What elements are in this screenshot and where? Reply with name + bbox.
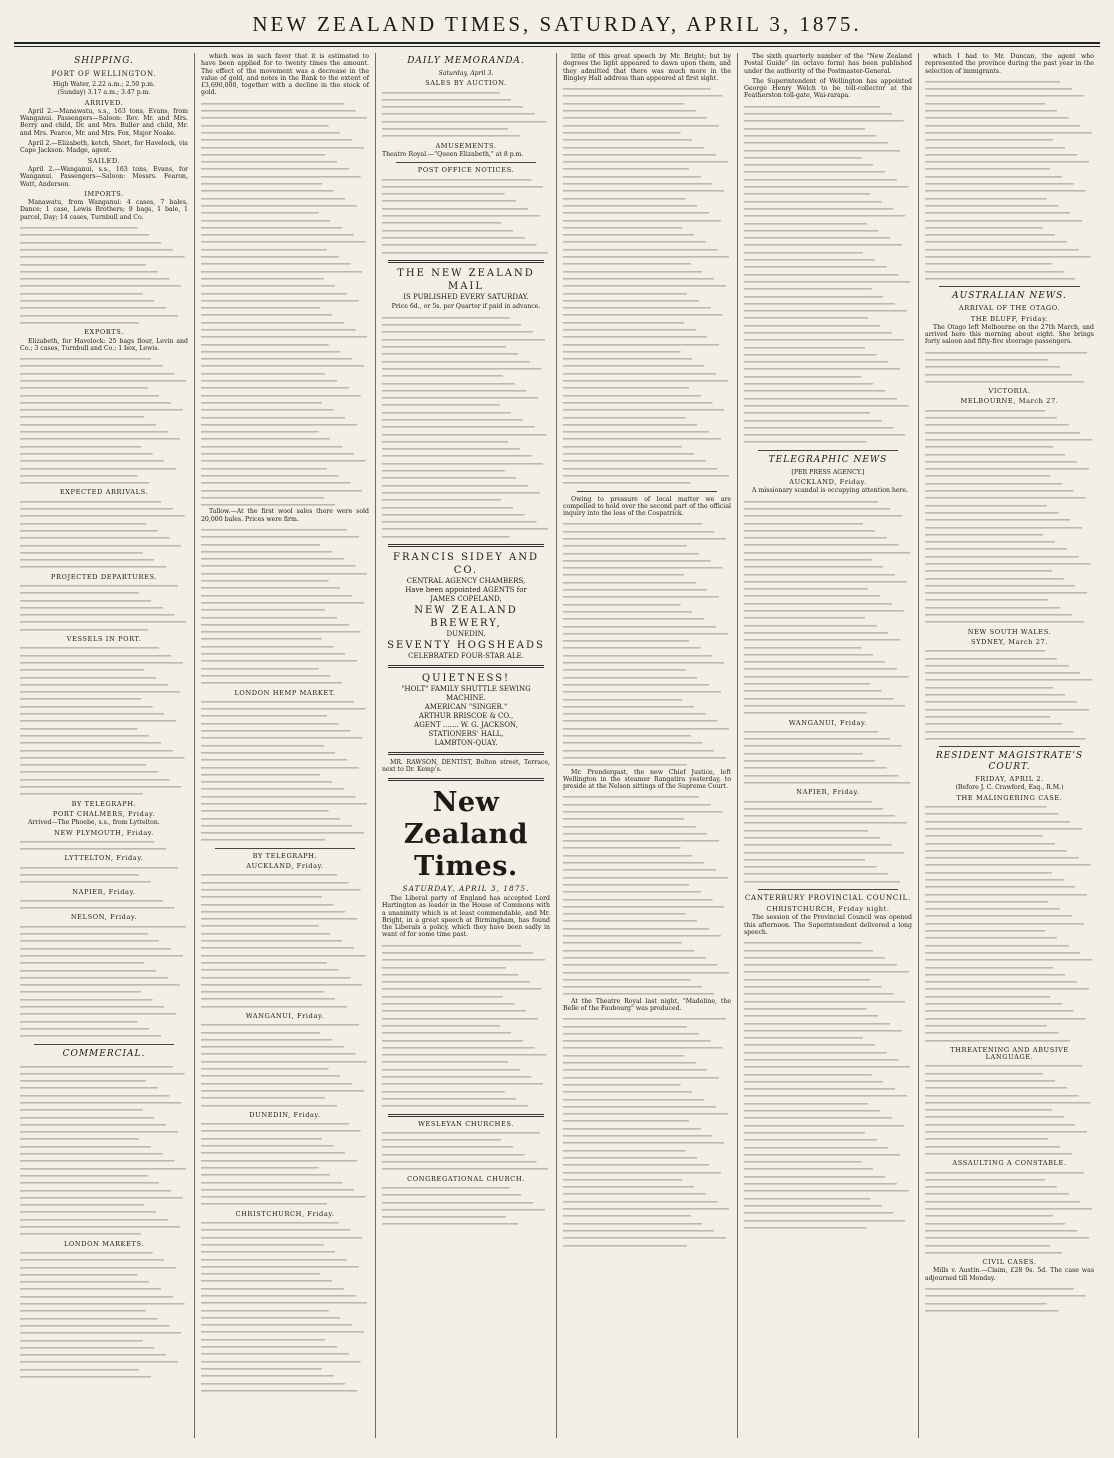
mail-price: Price 6d., or 5s. per Quarter if paid in advance.: [391, 302, 541, 310]
arrived-item: April 2.—Elizabeth, ketch, Short, for Havelock, via Cape Jackson. Madge, agent.: [20, 140, 188, 155]
court-date: FRIDAY, APRIL 2.: [975, 775, 1044, 784]
sewing-advert: [382, 672, 550, 748]
wesleyan-heading: WESLEYAN CHURCHES.: [418, 1119, 514, 1128]
dateline: AUCKLAND, Friday.: [789, 478, 867, 487]
imports-heading: IMPORTS.: [84, 189, 124, 198]
text-block: [744, 798, 912, 886]
article-paragraph: little of this great speech by Mr. Bright; but by degrees the light appeared to dawn upon them, and they admitted that there was much more in the Bingley Hall address than appeared at first sight.: [563, 53, 731, 82]
text-block: [925, 349, 1094, 385]
divider: [577, 491, 717, 492]
article-paragraph: The sixth quarterly number of the "New Zealand Postal Guide" (in octavo form) has been published under the authority of the Postmaster-General.: [744, 53, 912, 75]
text-block: [20, 582, 188, 633]
tallow-paragraph: Tallow.—At the first wool sales there were sold 20,000 bales. Prices were firm.: [201, 508, 369, 523]
dateline: WANGANUI, Friday.: [245, 1012, 325, 1020]
lambton-line: LAMBTON-QUAY.: [434, 739, 498, 748]
quietness-line: QUIETNESS!: [421, 673, 511, 685]
sidey-title: FRANCIS SIDEY AND CO.: [393, 552, 539, 577]
text-block: [20, 224, 188, 326]
case-heading: CIVIL CASES.: [982, 1258, 1037, 1267]
shipping-heading: SHIPPING.: [74, 56, 134, 66]
masthead-title: NEW ZEALAND TIMES, SATURDAY, APRIL 3, 1875.: [252, 12, 862, 36]
column-3: [376, 53, 557, 1438]
london-hemp-heading: LONDON HEMP MARKET.: [234, 688, 336, 697]
text-block: [201, 100, 369, 509]
theatre-line: Theatre Royal.—"Queen Elizabeth," at 8 p.m.: [382, 150, 524, 158]
columns: [14, 53, 1100, 1438]
text-block: [20, 897, 188, 912]
text-block: [382, 89, 550, 140]
case-heading: THREATENING AND ABUSIVE LANGUAGE.: [950, 1045, 1069, 1062]
dateline: MELBOURNE, March 27.: [960, 397, 1059, 406]
masthead-rule: [14, 42, 1100, 44]
divider: [758, 889, 898, 890]
nzt-date: SATURDAY, APRIL 3, 1875.: [402, 883, 530, 893]
text-block: [382, 176, 550, 256]
divider: [758, 450, 898, 451]
divider: [939, 286, 1080, 287]
high-water: High Water, 2.22 a.m.; 2.50 p.m.: [53, 81, 155, 88]
sidey-advert: [382, 551, 550, 661]
text-block: [201, 1219, 369, 1394]
australian-news-heading: AUSTRALIAN NEWS.: [952, 291, 1067, 302]
editorial-paragraph: The Liberal party of England has accepted Lord Hartington as leader in the House of Commons with a unanimity which is at least commendable, and Mr. Bright, in a great speech at Birmingham, has found the Liberals a policy, which they have been sadly in want of for some time past.: [382, 894, 550, 939]
singer-line: AMERICAN "SINGER.": [424, 703, 508, 712]
victoria-heading: VICTORIA.: [988, 387, 1031, 396]
arrived-heading: ARRIVED.: [84, 98, 124, 107]
court-before: (Before J. C. Crawford, Esq., R.M.): [955, 784, 1064, 792]
divider: [396, 162, 536, 163]
dunedin-line: DUNEDIN.: [446, 630, 486, 639]
contents-list: [382, 314, 550, 540]
text-block: [201, 698, 369, 844]
column-5: [738, 53, 919, 1438]
text-block: [201, 871, 369, 1010]
text-block: [925, 803, 1094, 1044]
text-block: [563, 85, 731, 486]
port-heading: PORT OF WELLINGTON.: [51, 70, 157, 78]
memo-date: Saturday, April 3.: [438, 70, 494, 77]
nsw-heading: NEW SOUTH WALES.: [967, 627, 1052, 636]
text-block: [925, 1062, 1094, 1157]
text-block: [20, 644, 188, 797]
expected-heading: EXPECTED ARRIVALS.: [59, 488, 149, 497]
sunday-tide: (Sunday) 3.17 a.m.; 3.47 p.m.: [57, 89, 151, 97]
column-2: [195, 53, 376, 1438]
amusements-heading: AMUSEMENTS.: [435, 141, 497, 150]
arrival-paragraph: The Otago left Melbourne on the 27th March, and arrived here this morning about eight. She brings forty saloon and fifty-five steerage passengers.: [925, 323, 1094, 346]
canterbury-paragraph: The session of the Provincial Council was opened this afternoon. The Superintendent delivered a long speech.: [744, 914, 912, 936]
divider: [215, 848, 355, 849]
ale-line: CELEBRATED FOUR-STAR ALE.: [408, 652, 524, 661]
double-divider: [388, 665, 544, 668]
case-heading: THE MALINGERING CASE.: [956, 793, 1063, 802]
text-block: [744, 939, 912, 1231]
column-1: [14, 53, 195, 1438]
article-paragraph: Mr. Prendergast, the new Chief Justice, left Wellington in the steamer Rangatira yesterday, to preside at the Nelson sittings of the Supreme Court.: [563, 768, 731, 791]
dateline: NEW PLYMOUTH, Friday.: [54, 828, 154, 837]
text-block: [744, 103, 912, 446]
vessels-heading: VESSELS IN PORT.: [66, 635, 142, 644]
text-block: [563, 520, 731, 768]
text-block: [20, 864, 188, 886]
article-paragraph: At the Theatre Royal last night, "Madeline, the Belle of the Faubourg" was produced.: [563, 997, 731, 1012]
column-6: [919, 53, 1100, 1438]
article-paragraph: The Superintendent of Wellington has appointed George Henry Welch to be toll-collector at the Featherston toll-gate, Wai-rarapa.: [744, 77, 912, 100]
sailed-item: April 2.—Wanganui, s.s., 163 tons, Evans, for Wanganui. Passengers—Saloon: Messrs. Fearon, Watt, Anderson.: [20, 165, 188, 188]
text-block: [744, 728, 912, 786]
projected-heading: PROJECTED DEPARTURES.: [50, 572, 158, 581]
press-agency: [PER PRESS AGENCY.]: [791, 468, 865, 476]
text-block: [382, 942, 550, 1110]
divider: [939, 746, 1080, 747]
civil-paragraph: Mills v. Austin.—Claim, £28 9s. 5d. The case was adjourned till Monday.: [925, 1267, 1094, 1282]
canterbury-heading: CANTERBURY PROVINCIAL COUNCIL.: [744, 894, 912, 903]
dateline: NAPIER, Friday.: [72, 887, 136, 896]
dateline: PORT CHALMERS, Friday.: [52, 809, 156, 818]
sailed-heading: SAILED.: [87, 156, 121, 165]
text-block: [20, 923, 188, 1040]
text-block: [20, 498, 188, 571]
arrival-heading: ARRIVAL OF THE OTAGO.: [958, 304, 1061, 313]
resident-magistrate-heading: RESIDENT MAGISTRATE'S COURT.: [935, 751, 1084, 773]
telegraph-paragraph: A missionary scandal is occupying attention here.: [752, 487, 909, 495]
daily-memoranda-heading: DAILY MEMORANDA.: [407, 56, 525, 66]
arrived-item: Arrived—The Phoebe, s.s., from Lyttelton.: [28, 819, 160, 827]
dateline: THE BLUFF, Friday.: [970, 314, 1049, 323]
masthead-rule-thin: [14, 46, 1100, 47]
dateline: NELSON, Friday.: [70, 913, 138, 922]
column-4: [557, 53, 738, 1438]
text-block: [20, 355, 188, 486]
text-block: [925, 407, 1094, 626]
agents-line: Have been appointed AGENTS for: [405, 586, 527, 595]
dateline: CHRISTCHURCH, Friday night.: [766, 905, 890, 914]
text-block: [925, 1169, 1094, 1257]
case-heading: ASSAULTING A CONSTABLE.: [952, 1159, 1067, 1168]
hogsheads-line: SEVENTY HOGSHEADS: [387, 640, 545, 652]
copeland-line: JAMES COPELAND,: [430, 595, 502, 604]
dateline: NAPIER, Friday.: [796, 788, 860, 797]
text-block: [382, 1129, 550, 1173]
text-block: [201, 526, 369, 687]
double-divider: [388, 544, 544, 547]
by-telegraph-heading: BY TELEGRAPH.: [252, 851, 318, 860]
mail-subtitle: IS PUBLISHED EVERY SATURDAY.: [403, 292, 529, 301]
congregational-heading: CONGREGATIONAL CHURCH.: [407, 1174, 525, 1183]
text-block: [563, 1015, 731, 1249]
dateline: SYDNEY, March 27.: [971, 637, 1048, 646]
post-office-heading: POST OFFICE NOTICES.: [417, 166, 515, 175]
dateline: AUCKLAND, Friday.: [246, 862, 324, 871]
agent-line: AGENT ....... W. G. JACKSON,: [414, 721, 518, 730]
double-divider: [388, 1114, 544, 1117]
article-paragraph: Owing to pressure of local matter we are compelled to hold over the second part of the official inquiry into the loss of the Cospatrick.: [563, 495, 731, 518]
mail-title: THE NEW ZEALAND MAIL: [397, 267, 535, 292]
sidey-subtitle: CENTRAL AGENCY CHAMBERS,: [406, 577, 526, 586]
telegraphic-news-heading: TELEGRAPHIC NEWS: [768, 454, 888, 465]
text-block: [20, 1249, 188, 1380]
brewery-line: NEW ZEALAND BREWERY,: [414, 605, 518, 630]
holt-line: "HOLT" FAMILY SHUTTLE SEWING MACHINE.: [401, 685, 531, 703]
dateline: DUNEDIN, Friday.: [249, 1110, 321, 1119]
dateline: LYTTELTON, Friday.: [64, 854, 144, 863]
dentist-advert: MR. RAWSON, DENTIST, Bolton street, Terrace, next to Dr. Kemp's.: [382, 759, 550, 774]
exports-item: Elizabeth, for Havelock: 25 bags flour, Levin and Co.; 3 cases, Turnbull and Co.; 1 box, Lewis.: [20, 337, 188, 352]
exports-heading: EXPORTS.: [84, 328, 124, 337]
double-divider: [388, 260, 544, 263]
divider: [34, 1044, 174, 1045]
telegraph-heading: BY TELEGRAPH.: [71, 799, 137, 808]
imports-item: Manawatu, from Wanganui: 4 cases, 7 bales, Dance; 1 case, Lewis Brothers; 9 bags, 1 bale, 1 parcel, Day; 14 cases, Turnbull and Co.: [20, 199, 188, 221]
nzt-title: New Zealand Times.: [403, 786, 529, 882]
text-block: [925, 647, 1094, 742]
stationers-line: STATIONERS' HALL,: [428, 730, 504, 739]
text-block: [20, 838, 188, 853]
arthur-line: ARTHUR BRISCOE & CO.,: [418, 712, 514, 721]
text-block: [925, 78, 1094, 282]
text-block: [20, 1063, 188, 1238]
sales-heading: SALES BY AUCTION.: [425, 79, 507, 88]
text-block: [382, 1184, 550, 1228]
article-paragraph: which I had to Mr. Duncan, the agent who represented the province during the past year in the selection of immigrants.: [925, 53, 1094, 75]
text-block: [201, 1021, 369, 1109]
dateline: WANGANUI, Friday.: [788, 718, 868, 727]
london-markets-heading: LONDON MARKETS.: [63, 1239, 145, 1248]
dateline: CHRISTCHURCH, Friday.: [235, 1209, 335, 1218]
arrived-item: April 2.—Manawatu, s.s., 163 tons, Evans, from Wanganui. Passengers—Saloon: Rev. Mr. and Mrs. Berry and child, Dr. and Mrs. Buller and child, Mr. and Mrs. Pearce, Mr. and Mrs. Fox, Major Noake.: [20, 107, 188, 137]
mail-advert: [382, 267, 550, 311]
double-divider: [388, 778, 544, 781]
text-block: [744, 498, 912, 717]
text-block: [201, 1120, 369, 1208]
double-divider: [388, 752, 544, 755]
commercial-heading: COMMERCIAL.: [62, 1048, 146, 1059]
text-block: [925, 1285, 1094, 1314]
text-block: [563, 793, 731, 997]
article-paragraph: which was in such favor that it is estimated to have been applied for to twenty times the amount. The effect of the movement was a decrease in the value of gold, and notes in the Bank to the extent of £3,690,000, together with a decline in the stock of gold.: [201, 53, 369, 97]
